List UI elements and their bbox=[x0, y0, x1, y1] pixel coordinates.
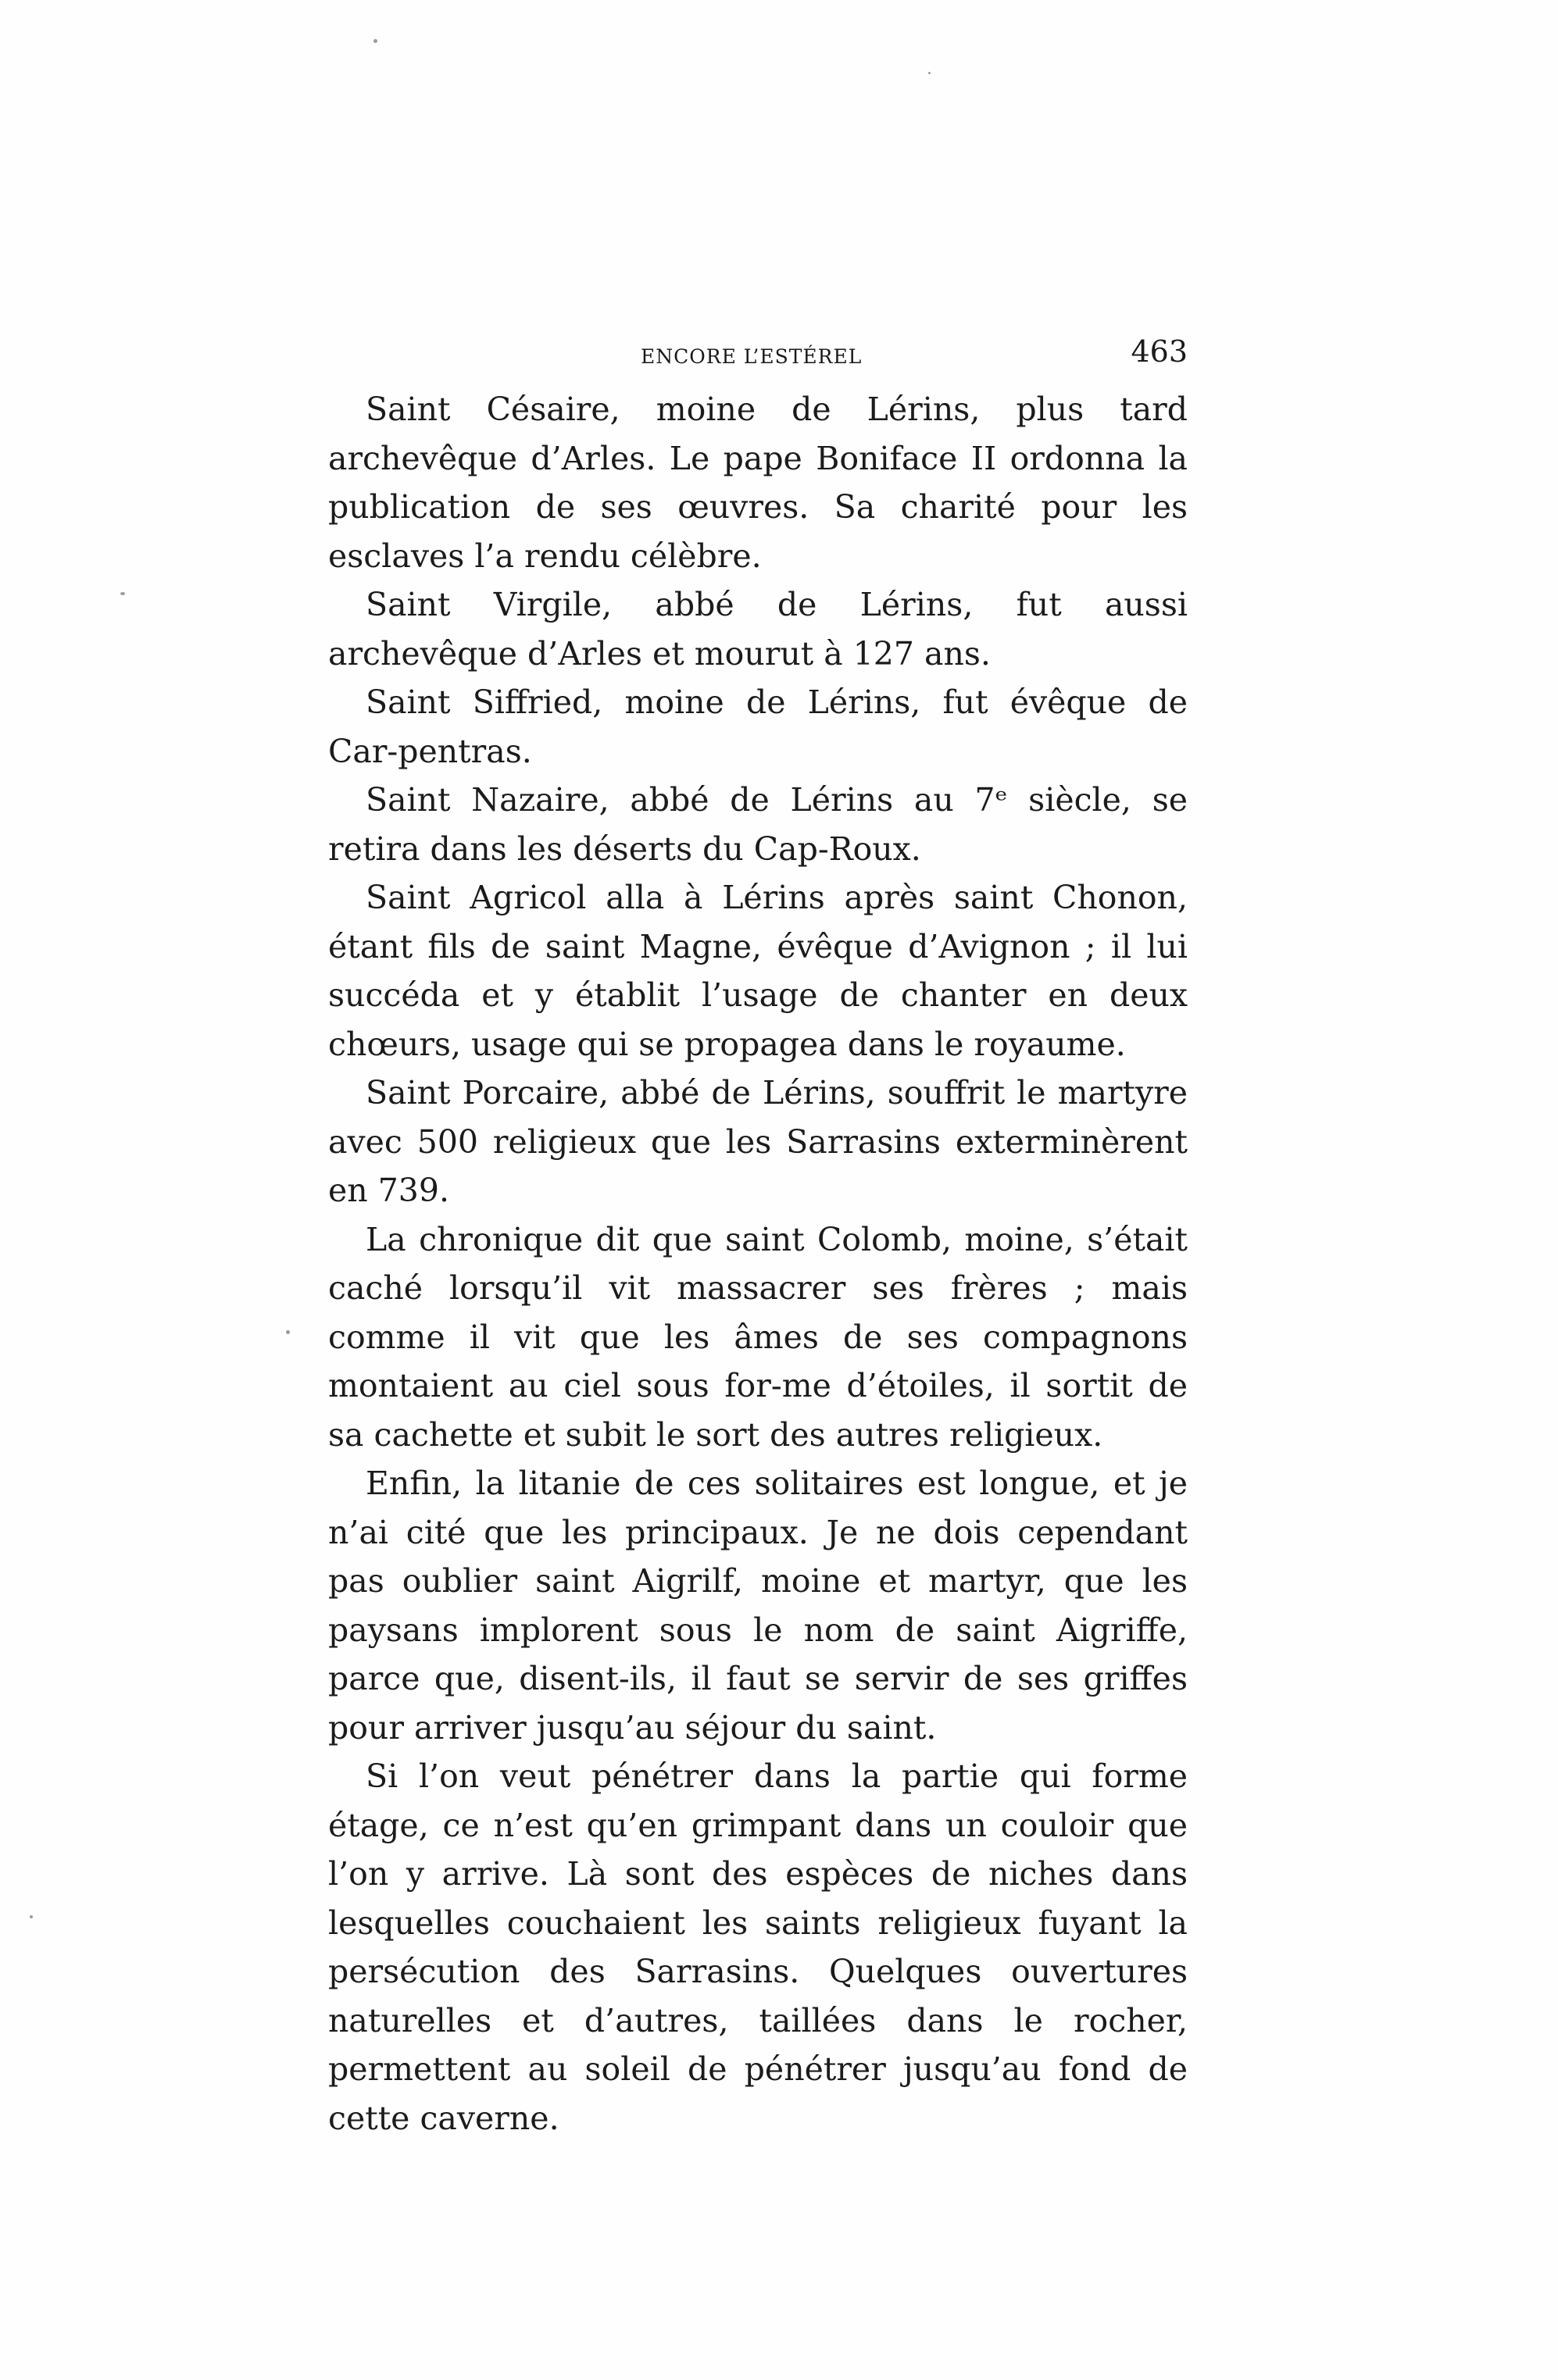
paragraph-saint-cesaire: Saint Césaire, moine de Lérins, plus tard archevêque d’Arles. Le pape Boniface II ordonna la publication de ses œuvres. Sa charité pour les esclaves l’a rendu célèbre. bbox=[328, 391, 1188, 575]
paragraph-saint-agricol: Saint Agricol alla à Lérins après saint Chonon, étant fils de saint Magne, évêque d’Avignon ; il lui succéda et y établit l’usage de chanter en deux chœurs, usage qui se propagea dans le royaume. bbox=[328, 879, 1188, 1063]
paper-speck bbox=[120, 592, 125, 595]
paragraph-saint-virgile: Saint Virgile, abbé de Lérins, fut aussi archevêque d’Arles et mourut à 127 ans. bbox=[328, 586, 1188, 673]
paper-speck bbox=[30, 1915, 33, 1918]
paragraph-saint-porcaire: Saint Porcaire, abbé de Lérins, souffrit le martyre avec 500 religieux que les Sarrasins exterminèrent en 739. bbox=[328, 1074, 1188, 1209]
paragraph-saint-nazaire: Saint Nazaire, abbé de Lérins au 7ᵉ siècle, se retira dans les déserts du Cap-Roux. bbox=[328, 781, 1188, 868]
paragraph-saint-aigrilf: Enfin, la litanie de ces solitaires est longue, et je n’ai cité que les principaux. Je ne dois cependant pas oublier saint Aigrilf, moine et martyr, que les paysans implorent sous le nom de saint Aigriffe, parce que, disent-ils, il faut se servir de ses griffes pour arriver jusqu’au séjour du saint. bbox=[328, 1465, 1188, 1747]
page-header bbox=[328, 334, 1188, 373]
paragraph-caverne: Si l’on veut pénétrer dans la partie qui forme étage, ce n’est qu’en grimpant dans un couloir que l’on y arrive. Là sont des espèces de niches dans lesquelles couchaient les saints religieux fuyant la persécution des Sarrasins. Quelques ouvertures naturelles et d’autres, taillées dans le rocher, permettent au soleil de pénétrer jusqu’au fond de cette caverne. bbox=[328, 1757, 1188, 2137]
body-text bbox=[328, 385, 1188, 2143]
paragraph-saint-siffried: Saint Siffried, moine de Lérins, fut évêque de Car-pentras. bbox=[328, 683, 1188, 770]
paper-speck bbox=[373, 39, 377, 43]
paper-speck bbox=[928, 72, 931, 74]
paragraph-saint-colomb: La chronique dit que saint Colomb, moine, s’était caché lorsqu’il vit massacrer ses frères ; mais comme il vit que les âmes de ses compagnons montaient au ciel sous for-me d’étoiles, il sortit de sa cachette et subit le sort des autres religieux. bbox=[328, 1220, 1188, 1454]
page-number: 463 bbox=[1131, 334, 1188, 369]
paper-speck bbox=[286, 1330, 290, 1334]
running-title: ENCORE L’ESTÉREL bbox=[641, 345, 863, 368]
